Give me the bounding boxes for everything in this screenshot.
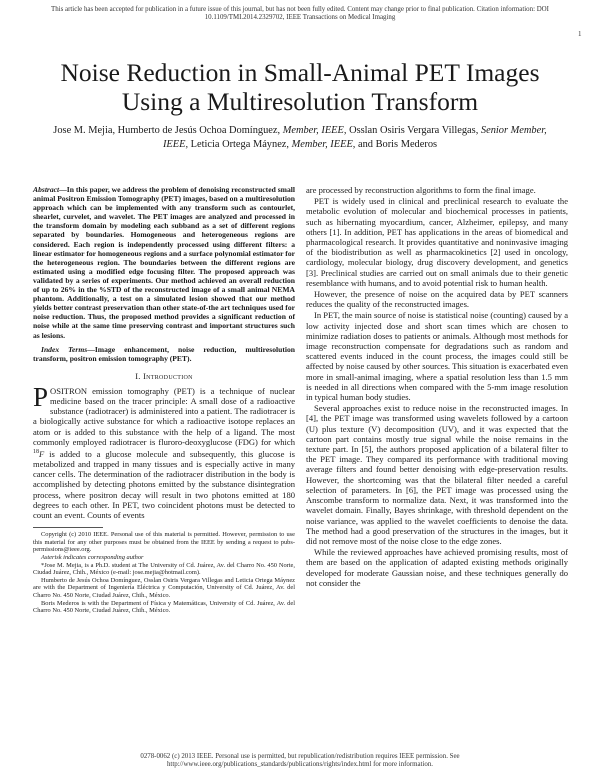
- footer-banner-line1: 0278-0062 (c) 2013 IEEE. Personal use is permitted, but republication/redistribution requires IEEE permission. See: [140, 753, 460, 760]
- author-3: Leticia Ortega Máynez,: [188, 138, 292, 150]
- intro-text-part1: OSITRON emission tomography (PET) is a technique of nuclear medicine based on the tracer principle: A small dose of a radioactive substance (radiotracer) is administered into a patient. The radiotracer is a biologically active substance for which a radioactive isotope replaces an atom or is added to this substance with the help of a ligand. The most commonly employed radiotracer is fluroro-deoxyglucose (FDG) for which: [33, 385, 295, 447]
- right-column: [306, 185, 568, 589]
- right-paragraph-2: However, the presence of noise on the acquired data by PET scanners reduces the quality of the reconstructed images.: [306, 289, 568, 310]
- abstract: [33, 185, 295, 340]
- isotope-superscript: 18: [33, 449, 39, 455]
- intro-paragraph: [33, 381, 295, 521]
- drop-cap: P: [33, 381, 49, 412]
- abstract-lead: Abstract: [33, 185, 60, 194]
- left-column: [33, 185, 295, 615]
- author-1: Jose M. Mejia, Humberto de Jesús Ochoa Domínguez,: [53, 125, 283, 136]
- right-paragraph-0: are processed by reconstruction algorithms to form the final image.: [306, 185, 536, 195]
- right-paragraph-3: In PET, the main source of noise is statistical noise (counting) caused by a low activity injected dose and short scan times which are chosen to minimize radiation doses to patients or animals. Although most methods for image reconstruction compensate for degradations such as random and scattered events induced in the count process, the images could still be affected by noise caused by other sources. This situation is exacerbated even more in small-animal imaging, where a spatial resolution less than 1.5 mm is needed in all directions when compared with the 5-mm image resolution in typical human body studies.: [306, 310, 568, 403]
- isotope-symbol: F: [39, 448, 45, 459]
- right-paragraph-4: Several approaches exist to reduce noise in the reconstructed images. In [4], the PET image was transformed using wavelets followed by a cartoon (U) plus texture (V) decomposition (UV), and it was expected that the cartoon part contains mostly true signal while the noise remains in the texture part. In [5], the authors proposed application of a bilateral filter to the PET image. They compared its performance with traditional moving average filters and found better denoising with edge-preservation results. However, the shortcoming was that the bilateral filter needed a careful selection of parameters. In [6], the PET image was processed using the Anscombe transform to normalize data. Next, it was transformed into the wavelet domain. Finally, Bayes shrinkage, with threshold dependent on the noise variance, was applied to the wavelet coefficients to denoise the data. The method had a good preservation of the structures in the images, but it did not remove most of the noise close to the edge zones.: [306, 403, 568, 546]
- section-heading-introduction: I. Introduction: [135, 371, 193, 381]
- footnote-authors-2: Humberto de Jesús Ochoa Domínguez, Osslan Osiris Vergara Villegas and Leticia Ortega Máynez are with the Department of Ingeniería Eléctrica y Computación, University of Cd. Juárez, Av. del Charro No. 450 Norte, Ciudad Juárez, Chih., México.: [33, 576, 295, 600]
- index-terms: [33, 345, 295, 363]
- footnote-author-1: *Jose M. Mejia, is a Ph.D. student at The University of Cd. Juárez, Av. del Charro No. 450 Norte, Ciudad Juárez, Chih., México (e-mail: jose.mejia@hotmail.com).: [33, 561, 295, 577]
- abstract-text: —In this paper, we address the problem of denoising reconstructed small animal Positron Emission Tomography (PET) images, based on a multiresolution approach which can be implemented with any transform such as contourlet, shearlet, curvelet, and wavelet. The PET images are analyzed and processed in the transform domain by modeling each subband as a set of different regions separated by boundaries. Homogeneous and heterogeneous regions are considered. Each region is independently processed using different filters: a linear estimator for homogeneous regions and a surface polynomial estimator for the heterogeneous region. The boundaries between the different regions are estimated using a modified edge focusing filter. The proposed approach was validated by a series of experiments. Our method achieved an overall reduction of up to 26% in the %STD of the reconstructed image of a small animal NEMA phantom. Additionally, a test on a simulated lesion showed that our method yields better contrast preservation than other state-of-the art techniques used for noise reduction. Thus, the proposed method provides a significant reduction of noise while at the same time preserving contrast and important structures such as lesions.: [33, 185, 295, 340]
- footer-banner-line2: http://www.ieee.org/publications_standards/publications/rights/index.html for more information.: [166, 761, 433, 769]
- header-banner-line1: This article has been accepted for publication in a future issue of this journal, but has not been fully edited. Content may change prior to final publication. Citation information: DOI: [51, 6, 549, 13]
- paper-title: [40, 58, 560, 116]
- right-paragraph-1: PET is widely used in clinical and preclinical research to evaluate the metabolic evolution of molecular and biochemical processes in patients, such as hibernating myocardium, cancer, Alzheimer, epilepsy, and many others [1]. In addition, PET has applications in the areas of biomedical and pharmacological research. It provides quantitative and noninvasive imaging of the biodistribution as well as pharmacokinetics [2] used in oncology, cardiology, molecular biology, drug discovery development, and genetics [3]. Preclinical studies are carried out on small animals due to their genetic resemblance with humans, and to avoid potential risk to human health.: [306, 196, 568, 288]
- right-paragraph-5: While the reviewed approaches have achieved promising results, most of them are based on the application of adapted existing methods originally developed for moderate Gaussian noise, and these techniques generally do not consider the: [306, 547, 568, 588]
- paper-title-line2: Using a Multiresolution Transform: [121, 87, 479, 116]
- author-1-role: Member, IEEE,: [282, 125, 347, 136]
- header-banner: [14, 6, 586, 22]
- index-terms-lead: Index Terms: [41, 344, 88, 354]
- page-number: 1: [578, 30, 582, 38]
- author-2: Osslan Osiris Vergara Villegas,: [346, 125, 481, 136]
- author-4: and Boris Mederos: [355, 138, 438, 150]
- paper-title-line1: Noise Reduction in Small-Animal PET Images: [60, 58, 540, 87]
- footnote-divider: [33, 527, 103, 528]
- footnotes: [33, 531, 295, 615]
- index-terms-text: —Image enhancement, noise reduction, multiresolution transform, positron emission tomography (PET).: [33, 344, 295, 363]
- intro-text-part2: is added to a glucose molecule and subsequently, this glucose is metabolized and trapped in many tissues and is especially active in many cancer cells. The determination of the radiotracer distribution in the body is accomplished by detecting photons emitted by the substance disintegration process, where positron decay will result in two photons emitted at 180 degrees to each other. In PET, two coincident photons must be detected to count an event. Counts of events: [33, 448, 295, 521]
- footnote-copyright: Copyright (c) 2010 IEEE. Personal use of this material is permitted. However, permission to use this material for any other purposes must be obtained from the IEEE by sending a request to pubs-permissions@ieee.org.: [33, 531, 295, 554]
- header-banner-line2: 10.1109/TMI.2014.2329702, IEEE Transactions on Medical Imaging: [204, 14, 396, 22]
- author-3-role: Member, IEEE,: [291, 138, 356, 150]
- author-2-role: Senior Member, IEEE,: [162, 125, 547, 150]
- footer-banner: [14, 753, 586, 769]
- footnote-author-5: Boris Mederos is with the Department of Física y Matemáticas, University of Cd. Juárez, Av. del Charro No. 450 Norte, Ciudad Juárez, Chih., México.: [33, 599, 295, 615]
- footnote-corresponding: Asterisk indicates corresponding author: [41, 554, 144, 562]
- author-list: [40, 124, 560, 151]
